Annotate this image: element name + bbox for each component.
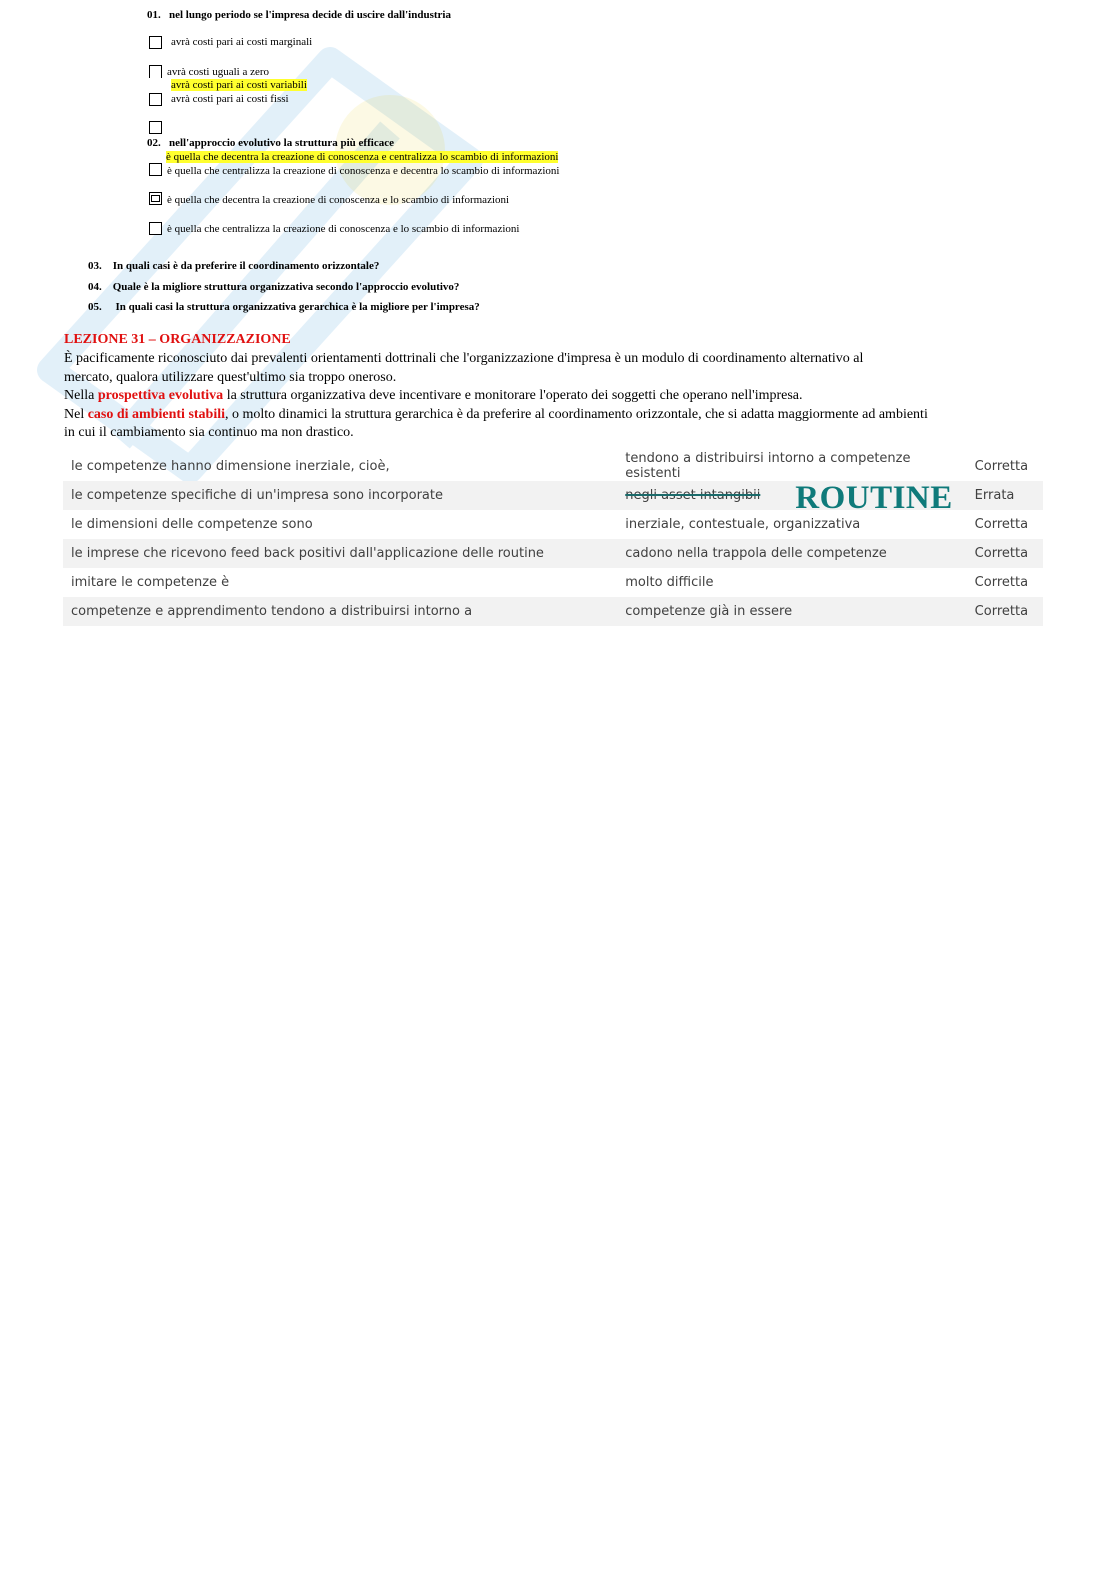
status-cell: Corretta xyxy=(974,458,1029,474)
option-label: avrà costi pari ai costi fissi xyxy=(171,93,289,105)
question-03: 03. In quali casi è da preferire il coordinamento orizzontale? xyxy=(88,260,380,272)
option-checkbox[interactable] xyxy=(149,163,162,176)
question-05: 05. In quali casi la struttura organizzativa gerarchica è la migliore per l'impresa? xyxy=(88,301,480,313)
status-cell: Corretta xyxy=(967,597,1043,626)
handwritten-correction: ROUTINE xyxy=(795,480,953,516)
question-cell: le competenze hanno dimensione inerziale, cioè, xyxy=(71,458,390,474)
answer-cell: tendono a distribuirsi intorno a competenze esistenti xyxy=(625,451,911,481)
option-label: è quella che centralizza la creazione di conoscenza e lo scambio di informazioni xyxy=(167,223,520,235)
option-checkbox[interactable] xyxy=(149,36,162,49)
paragraph-line: È pacificamente riconosciuto dai prevalenti orientamenti dottrinali che l'organizzazione d'impresa è un modulo di coordinamento alternativo al xyxy=(64,351,864,366)
question-cell: le imprese che ricevono feed back positivi dall'applicazione delle routine xyxy=(63,539,617,568)
answer-cell: competenze già in essere xyxy=(617,597,966,626)
option-checkbox[interactable] xyxy=(149,93,162,106)
struck-answer: negli asset intangibii xyxy=(625,488,761,503)
paragraph-line: in cui il cambiamento sia continuo ma non drastico. xyxy=(64,425,354,440)
option-label: avrà costi uguali a zero xyxy=(167,66,270,78)
paragraph-line: Nella prospettiva evolutiva la struttura organizzativa deve incentivare e monitorare l'operato dei soggetti che operano nell'impresa. xyxy=(64,388,803,403)
table-row xyxy=(63,568,1043,597)
correct-answer-highlight: è quella che decentra la creazione di conoscenza e centralizza lo scambio di informazioni xyxy=(166,151,559,163)
results-table xyxy=(63,451,1043,626)
highlight-term: caso di ambienti stabili xyxy=(87,406,226,422)
status-cell: Corretta xyxy=(967,539,1043,568)
question-cell: le competenze specifiche di un'impresa sono incorporate xyxy=(63,481,617,510)
option-checkbox[interactable] xyxy=(149,65,162,78)
question-01: 01. nel lungo periodo se l'impresa decide di uscire dall'industria xyxy=(147,9,451,21)
question-cell: le dimensioni delle competenze sono xyxy=(71,517,313,532)
lesson-title: LEZIONE 31 – ORGANIZZAZIONE xyxy=(64,332,291,347)
table-row xyxy=(63,451,1043,481)
option-label: è quella che decentra la creazione di conoscenza e lo scambio di informazioni xyxy=(167,194,510,206)
question-02: 02. nell'approccio evolutivo la struttura più efficace xyxy=(147,137,394,149)
paragraph-line: mercato, qualora utilizzare quest'ultimo sia troppo oneroso. xyxy=(64,369,397,385)
table-row xyxy=(63,481,1043,510)
answer-cell xyxy=(617,480,966,516)
option-checkbox[interactable] xyxy=(149,121,162,134)
option-checkbox[interactable] xyxy=(149,192,162,205)
option-label: è quella che centralizza la creazione di conoscenza e decentra lo scambio di informazioni xyxy=(167,165,560,177)
option-label: avrà costi pari ai costi marginali xyxy=(171,36,313,48)
answer-cell: inerziale, contestuale, organizzativa xyxy=(625,517,861,532)
status-cell: Corretta xyxy=(974,517,1029,532)
question-cell: competenze e apprendimento tendono a distribuirsi intorno a xyxy=(63,597,617,626)
table-row xyxy=(63,597,1043,626)
status-cell: Errata xyxy=(967,481,1043,510)
answer-cell: molto difficile xyxy=(625,575,714,590)
option-checkbox[interactable] xyxy=(149,222,162,235)
answer-cell: cadono nella trappola delle competenze xyxy=(617,539,966,568)
table-row xyxy=(63,510,1043,539)
highlight-term: prospettiva evolutiva xyxy=(97,388,224,403)
question-04: 04. Quale è la migliore struttura organizzativa secondo l'approccio evolutivo? xyxy=(88,281,460,293)
lesson-paragraph xyxy=(64,350,928,443)
correct-answer-highlight: avrà costi pari ai costi variabili xyxy=(171,79,307,91)
paragraph-line: Nel caso di ambienti stabili, o molto dinamici la struttura gerarchica è da preferire al coordinamento orizzontale, che si adatta maggiormente ad ambienti xyxy=(64,406,928,422)
table-row xyxy=(63,539,1043,568)
status-cell: Corretta xyxy=(974,575,1029,590)
question-cell: imitare le competenze è xyxy=(71,575,230,590)
